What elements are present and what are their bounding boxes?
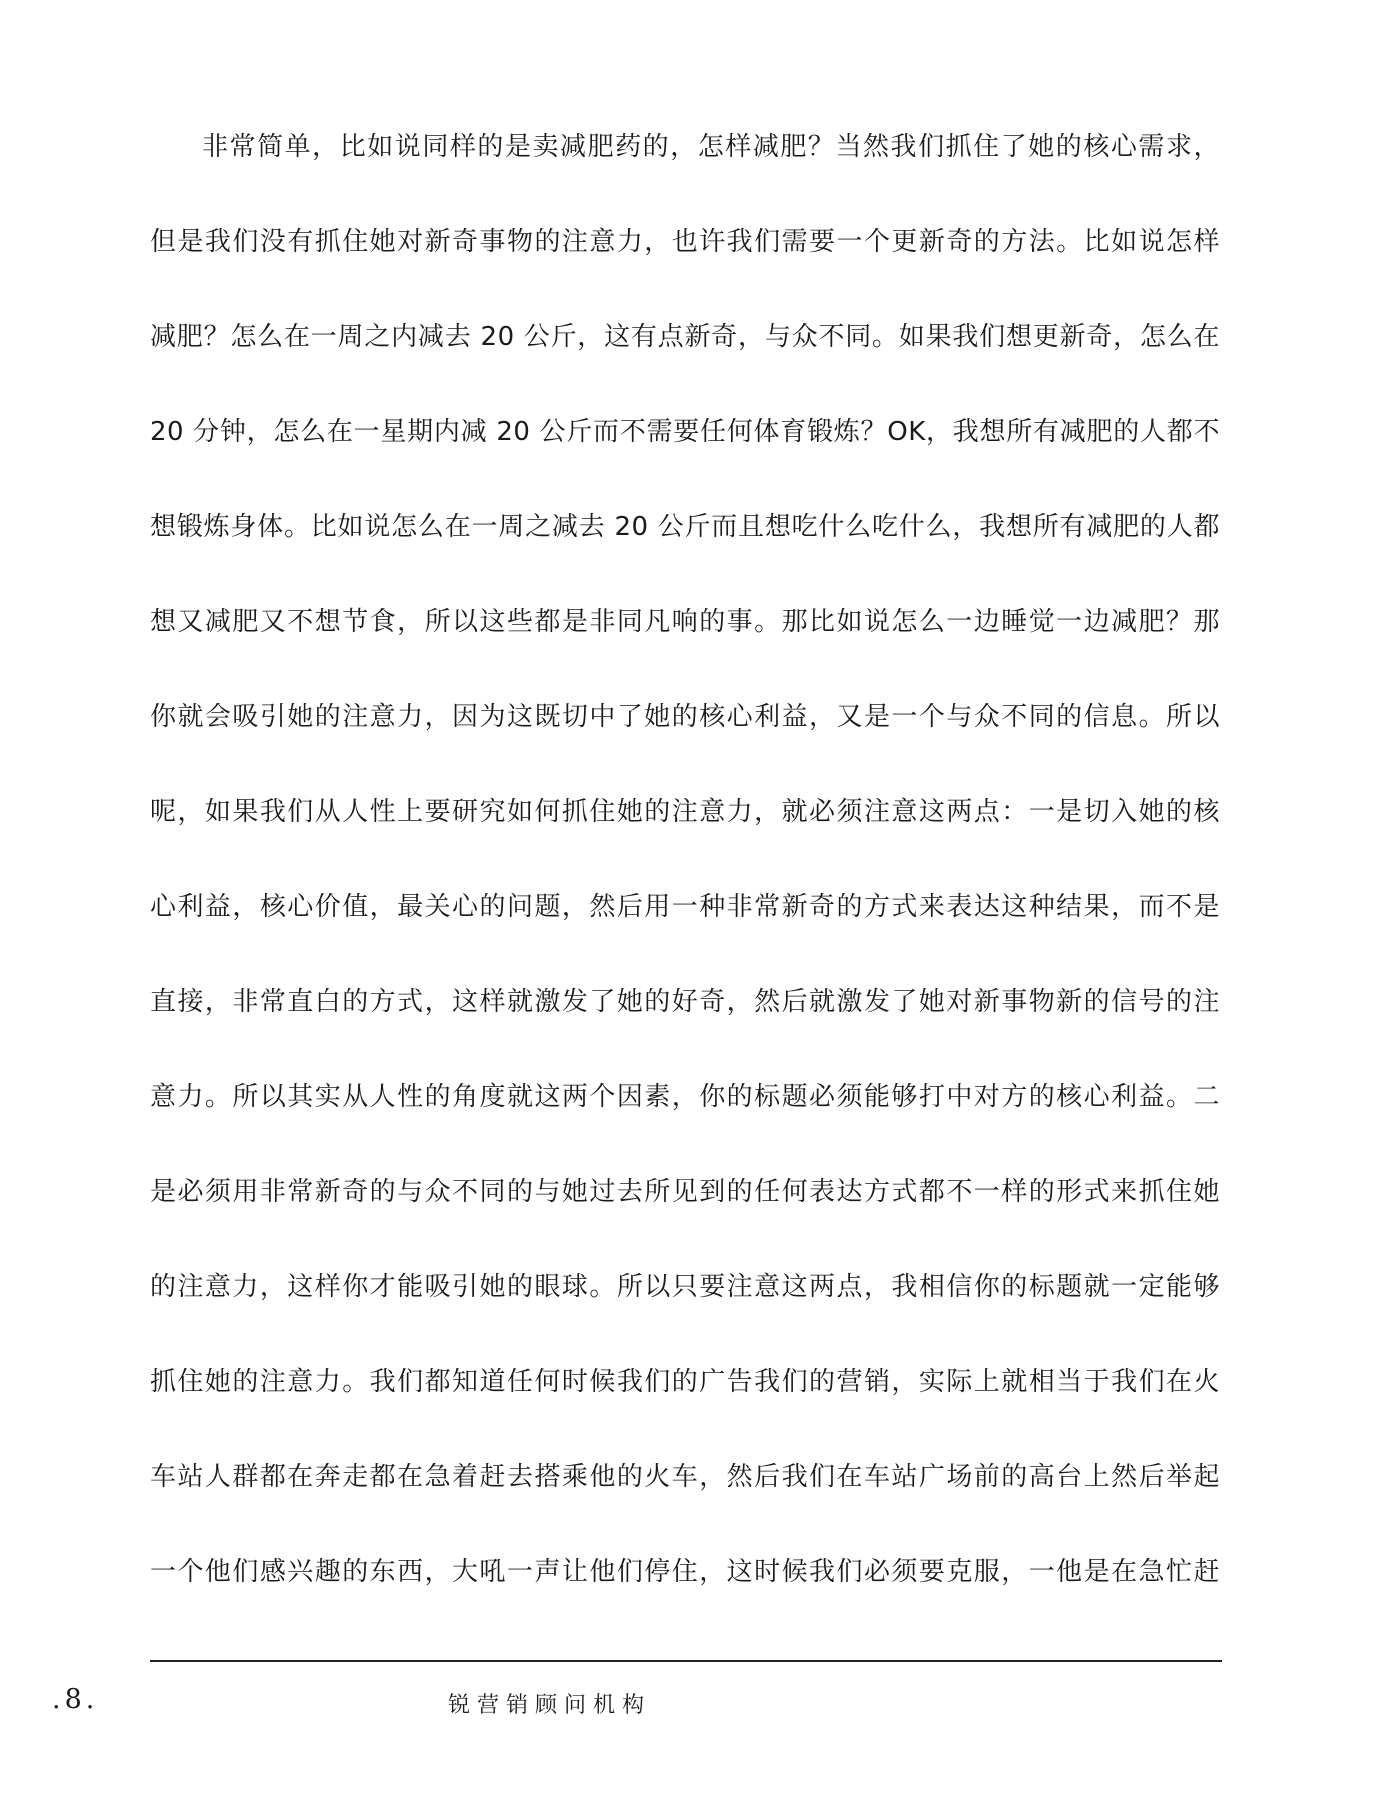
body-line: 是必须用非常新奇的与众不同的与她过去所见到的任何表达方式都不一样的形式来抓住她 <box>150 1177 1220 1207</box>
body-line: 非常简单，比如说同样的是卖减肥药的，怎样减肥？当然我们抓住了她的核心需求， <box>202 132 1220 162</box>
body-line: 的注意力，这样你才能吸引她的眼球。所以只要注意这两点，我相信你的标题就一定能够 <box>150 1272 1220 1302</box>
body-line: 呢，如果我们从人性上要研究如何抓住她的注意力，就必须注意这两点：一是切入她的核 <box>150 797 1220 827</box>
body-line: 一个他们感兴趣的东西，大吼一声让他们停住，这时候我们必须要克服，一他是在急忙赶 <box>150 1557 1220 1587</box>
page-number: .8. <box>52 1684 99 1715</box>
body-line: 想锻炼身体。比如说怎么在一周之减去 20 公斤而且想吃什么吃什么，我想所有减肥的人都 <box>150 512 1220 542</box>
body-line: 意力。所以其实从人性的角度就这两个因素，你的标题必须能够打中对方的核心利益。二 <box>150 1082 1220 1112</box>
body-text <box>150 122 1220 1642</box>
body-line: 抓住她的注意力。我们都知道任何时候我们的广告我们的营销，实际上就相当于我们在火 <box>150 1367 1220 1397</box>
footer-divider <box>150 1660 1222 1662</box>
body-line: 20 分钟，怎么在一星期内减 20 公斤而不需要任何体育锻炼？OK，我想所有减肥的人都不 <box>150 417 1220 447</box>
body-line: 直接，非常直白的方式，这样就激发了她的好奇，然后就激发了她对新事物新的信号的注 <box>150 987 1220 1017</box>
body-line: 心利益，核心价值，最关心的问题，然后用一种非常新奇的方式来表达这种结果，而不是 <box>150 892 1220 922</box>
footer-organization: 锐营销顾问机构 <box>448 1693 652 1718</box>
body-line: 你就会吸引她的注意力，因为这既切中了她的核心利益，又是一个与众不同的信息。所以 <box>150 702 1220 732</box>
body-line: 想又减肥又不想节食，所以这些都是非同凡响的事。那比如说怎么一边睡觉一边减肥？那 <box>150 607 1220 637</box>
body-line: 减肥？怎么在一周之内减去 20 公斤，这有点新奇，与众不同。如果我们想更新奇，怎么在 <box>150 322 1220 352</box>
body-line: 但是我们没有抓住她对新奇事物的注意力，也许我们需要一个更新奇的方法。比如说怎样 <box>150 227 1220 257</box>
body-line: 车站人群都在奔走都在急着赶去搭乘他的火车，然后我们在车站广场前的高台上然后举起 <box>150 1462 1220 1492</box>
